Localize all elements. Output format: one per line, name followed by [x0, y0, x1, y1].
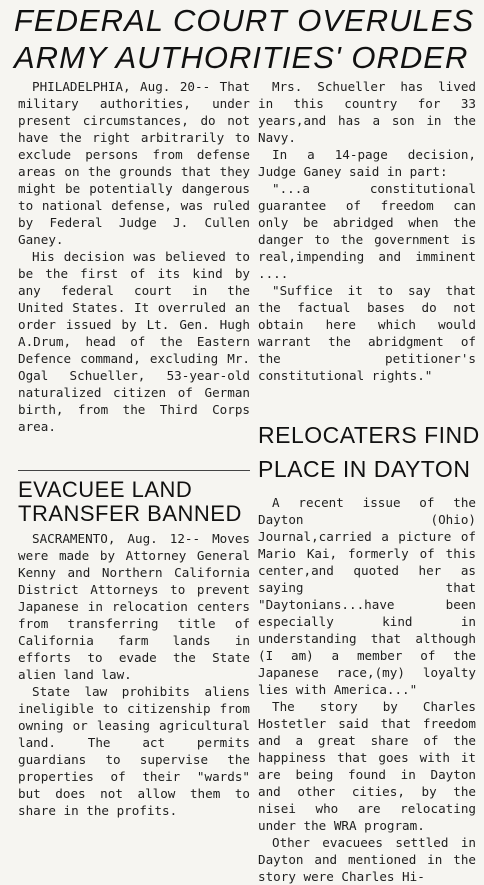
article3-paragraph-2: The story by Charles Hostetler said that freedom and a great share of the happiness that goes with it are being found in Dayton and other cities, by the nisei who are relocating under the WRA program. [258, 699, 476, 833]
article1-paragraph-3: Mrs. Schueller has lived in this country for 33 years,and has a son in the Navy. [258, 79, 476, 145]
article3-body [258, 494, 476, 885]
article3-headline [258, 418, 480, 486]
article1-quote-1: "...a constitutional guarantee of freedom can only be abridged when the danger to the government is real,impending and imminent .... [258, 181, 476, 281]
article2-headline-line1: EVACUEE LAND [18, 477, 193, 502]
article1-left-column [18, 78, 250, 435]
article1-headline [14, 2, 476, 76]
article3-paragraph-1: A recent issue of the Dayton (Ohio) Journal,carried a picture of Mario Kai, formerly of this center,and quoted her as saying that "Daytonians...have been especially kind in understanding that although (I am) a member of the Japanese race,(my) loyalty lies with America..." [258, 495, 476, 697]
article1-headline-line2: ARMY AUTHORITIES' ORDER [14, 40, 469, 75]
article3-headline-line2: PLACE IN DAYTON [258, 456, 471, 482]
article2-body [18, 530, 250, 819]
article2-paragraph-2: State law prohibits aliens ineligible to citizenship from owning or leasing agricultural land. The act permits guardians to supervise the properties of their "wards" but does not allow them to share in the profits. [18, 684, 250, 818]
article1-paragraph-4: In a 14-page decision, Judge Ganey said in part: [258, 147, 476, 179]
article1-paragraph-1: PHILADELPHIA, Aug. 20-- That military authorities, under present circumstances, do not have the right arbitrarily to exclude persons from defense areas on the grounds that they might be potentially dangerous to national defense, was ruled by Federal Judge J. Cullen Ganey. [18, 79, 250, 247]
article1-right-column [258, 78, 476, 384]
article1-quote-2: "Suffice it to say that the factual bases do not obtain here which would warrant the abridgment of the petitioner's constitutional rights." [258, 283, 476, 383]
article3-paragraph-3: Other evacuees settled in Dayton and mentioned in the story were Charles Hi- [258, 835, 476, 884]
article2-headline-line2: TRANSFER BANNED [18, 501, 242, 526]
article2-paragraph-1: SACRAMENTO, Aug. 12-- Moves were made by Attorney General Kenny and Northern California District Attorneys to prevent Japanese in relocation centers from transferring title of California farm lands in efforts to evade the State alien land law. [18, 531, 250, 682]
article1-headline-line1: FEDERAL COURT OVERULES [14, 3, 475, 38]
article3-headline-line1: RELOCATERS FIND [258, 422, 480, 448]
article1-paragraph-2: His decision was believed to be the first of its kind by any federal court in the United States. It overruled an order issued by Lt. Gen. Hugh A.Drum, head of the Eastern Defence command, excluding Mr. Ogal Schueller, 53-year-old naturalized citizen of German birth, from the Third Corps area. [18, 249, 250, 434]
article2-headline [18, 478, 242, 526]
left-column-divider [18, 470, 250, 471]
